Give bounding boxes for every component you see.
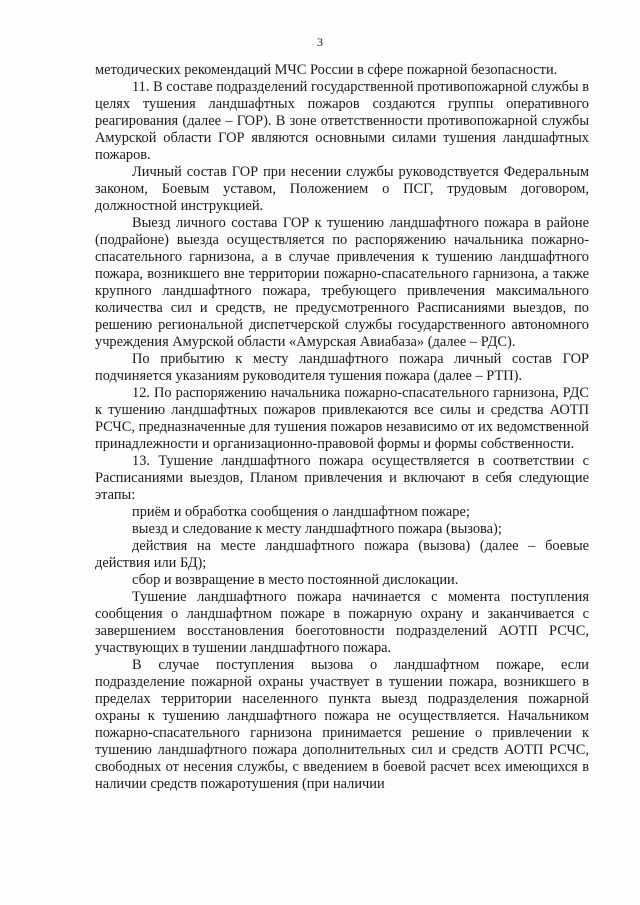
paragraph-item-12: 12. По распоряжению начальника пожарно-спасательного гарнизона, РДС к тушению ландшафтных пожаров привлекаются все силы и средства АОТП РСЧС, предназначенные для тушения пожаров независимо от их ведомственной принадлежности и организационно-правовой формы и формы собственности. <box>95 385 589 452</box>
document-body <box>95 62 589 793</box>
paragraph-item-11: 11. В составе подразделений государственной противопожарной службы в целях тушения ландшафтных пожаров создаются группы оперативного реагирования (далее – ГОР). В зоне ответственности противопожарной службы Амурской области ГОР являются основными силами тушения ландшафтных пожаров. <box>95 79 589 163</box>
paragraph-gor-departure: Выезд личного состава ГОР к тушению ландшафтного пожара в районе (подрайоне) выезда осуществляется по распоряжению начальника пожарно-спасательного гарнизона, а в случае привлечения к тушению ландшафтного пожара, возникшего вне территории пожарно-спасательного гарнизона, а также крупного ландшафтного пожара, требующего привлечения максимального количества сил и средств, не предусмотренного Расписаниями выездов, по решению региональной диспетчерской службы государственного автономного учреждения Амурской области «Амурская Авиабаза» (далее – РДС). <box>95 215 589 350</box>
list-item: действия на месте ландшафтного пожара (вызова) (далее – боевые действия или БД); <box>95 538 589 571</box>
page-number: 3 <box>317 35 323 49</box>
list-item: сбор и возвращение в место постоянной дислокации. <box>132 572 459 588</box>
paragraph-gor-arrival: По прибытию к месту ландшафтного пожара личный состав ГОР подчиняется указаниям руководителя тушения пожара (далее – РТП). <box>95 351 589 384</box>
list-item: выезд и следование к месту ландшафтного пожара (вызова); <box>132 521 502 537</box>
paragraph-gor-staff: Личный состав ГОР при несении службы руководствуется Федеральным законом, Боевым уставом, Положением о ПСГ, трудовым договором, должностной инструкцией. <box>95 164 589 214</box>
paragraph-item-13: 13. Тушение ландшафтного пожара осуществляется в соответствии с Расписаниями выездов, Планом привлечения и включают в себя следующие этапы: <box>95 453 589 503</box>
list-item: приём и обработка сообщения о ландшафтном пожаре; <box>132 504 470 520</box>
paragraph-call-case: В случае поступления вызова о ландшафтном пожаре, если подразделение пожарной охраны участвует в тушении пожара, возникшего в пределах территории населенного пункта выезд подразделения пожарной охраны к тушению ландшафтного пожара не осуществляется. Начальником пожарно-спасательного гарнизона принимается решение о привлечении к тушению ландшафтного пожара дополнительных сил и средств АОТП РСЧС, свободных от несения службы, с введением в боевой расчет всех имеющихся в наличии средств пожаротушения (при наличии <box>95 657 589 792</box>
paragraph-continuation: методических рекомендаций МЧС России в сфере пожарной безопасности. <box>95 62 558 78</box>
paragraph-extinguishing-period: Тушение ландшафтного пожара начинается с момента поступления сообщения о ландшафтном пожаре в пожарную охрану и заканчивается с завершением восстановления боеготовности подразделений АОТП РСЧС, участвующих в тушении ландшафтного пожара. <box>95 589 589 656</box>
